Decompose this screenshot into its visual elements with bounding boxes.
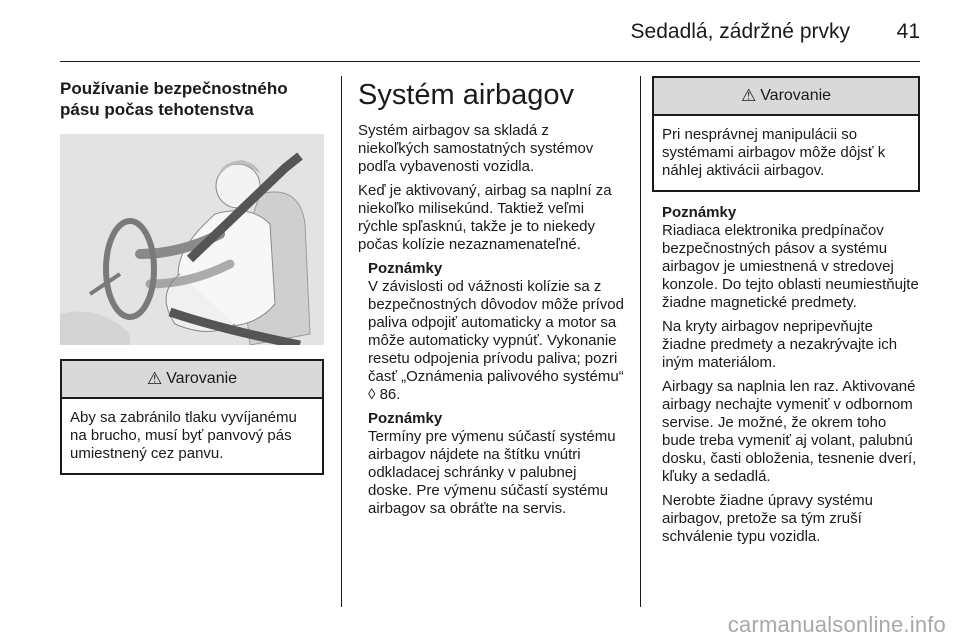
illustration-drawing [60, 134, 324, 345]
watermark: carmanualsonline.info [727, 612, 946, 637]
chapter-heading: Systém airbagov [358, 79, 574, 111]
warning-triangle-icon: ⚠ [740, 86, 757, 105]
warning-text: Aby sa zabránilo tlaku vyvíjanému na brucho, musí byť panvový pás umiestnený cez panvu. [70, 409, 297, 462]
paragraph: Keď je aktivovaný, airbag sa naplní za niekoľko milisekúnd. Taktiež veľmi rýchle spľasknú, takže je to niekedy počas kolízie nezaznamenateľné. [358, 182, 612, 253]
warning-triangle-icon: ⚠ [146, 369, 163, 388]
column-left [60, 70, 324, 475]
note-title: Poznámky [662, 204, 737, 221]
warning-box [652, 76, 920, 192]
note-text: V závislosti od vážnosti kolízie sa z bezpečnostných dôvodov môže prívod paliva odpojiť automaticky a motor sa môže automaticky vypnúť. Vykonanie resetu odpojenia prívodu paliva; pozri časť „Oznámenia palivového systému“ ◊ 86. [368, 278, 624, 403]
note-title: Poznámky [368, 260, 443, 277]
warning-header [62, 361, 322, 399]
note-text: Riadiaca elektronika predpínačov bezpečnostných pásov a systému airbagov je umiestnená v stredovej konzole. Do tejto oblasti neumiestňujte žiadne magnetické predmety. [662, 222, 919, 311]
section-heading: Používanie bezpečnostného pásu počas tehotenstva [60, 79, 288, 119]
column-divider [640, 76, 641, 607]
warning-text: Pri nesprávnej manipulácii so systémami airbagov môže dôjsť k náhlej aktivácii airbagov. [662, 126, 886, 179]
warning-header [654, 78, 918, 116]
column-divider [341, 76, 342, 607]
page-number: 41 [896, 20, 920, 43]
paragraph: Airbagy sa naplnia len raz. Aktivované airbagy nechajte vymeniť v odbornom servise. Je možné, že okrem toho bude treba vymeniť aj volant, palubnú dosku, časti obloženia, tesnenie dverí, kľuky a sedadlá. [662, 378, 917, 485]
section-title: Sedadlá, zádržné prvky [630, 20, 850, 43]
warning-label: Varovanie [166, 370, 238, 387]
column-middle [358, 70, 624, 524]
paragraph: Systém airbagov sa skladá z niekoľkých samostatných systémov podľa vybavenosti vozidla. [358, 122, 594, 175]
warning-box [60, 359, 324, 475]
header-rule [60, 61, 920, 62]
note-block [358, 260, 624, 518]
paragraph: Nerobte žiadne úpravy systému airbagov, pretože sa tým zruší schválenie typu vozidla. [662, 492, 873, 545]
note-title: Poznámky [368, 410, 443, 427]
paragraph: Na kryty airbagov nepripevňujte žiadne predmety a nezakrývajte ich iným materiálom. [662, 318, 898, 371]
warning-label: Varovanie [760, 87, 832, 104]
note-text: Termíny pre výmenu súčastí systému airbagov nájdete na štítku vnútri odkladacej schránky v palubnej doske. Pre výmenu súčastí systému airbagov sa obráťte na servis. [368, 428, 616, 517]
note-block [652, 204, 920, 546]
pregnant-seatbelt-illustration [60, 134, 324, 345]
column-right [652, 70, 920, 552]
page-header [60, 20, 920, 46]
